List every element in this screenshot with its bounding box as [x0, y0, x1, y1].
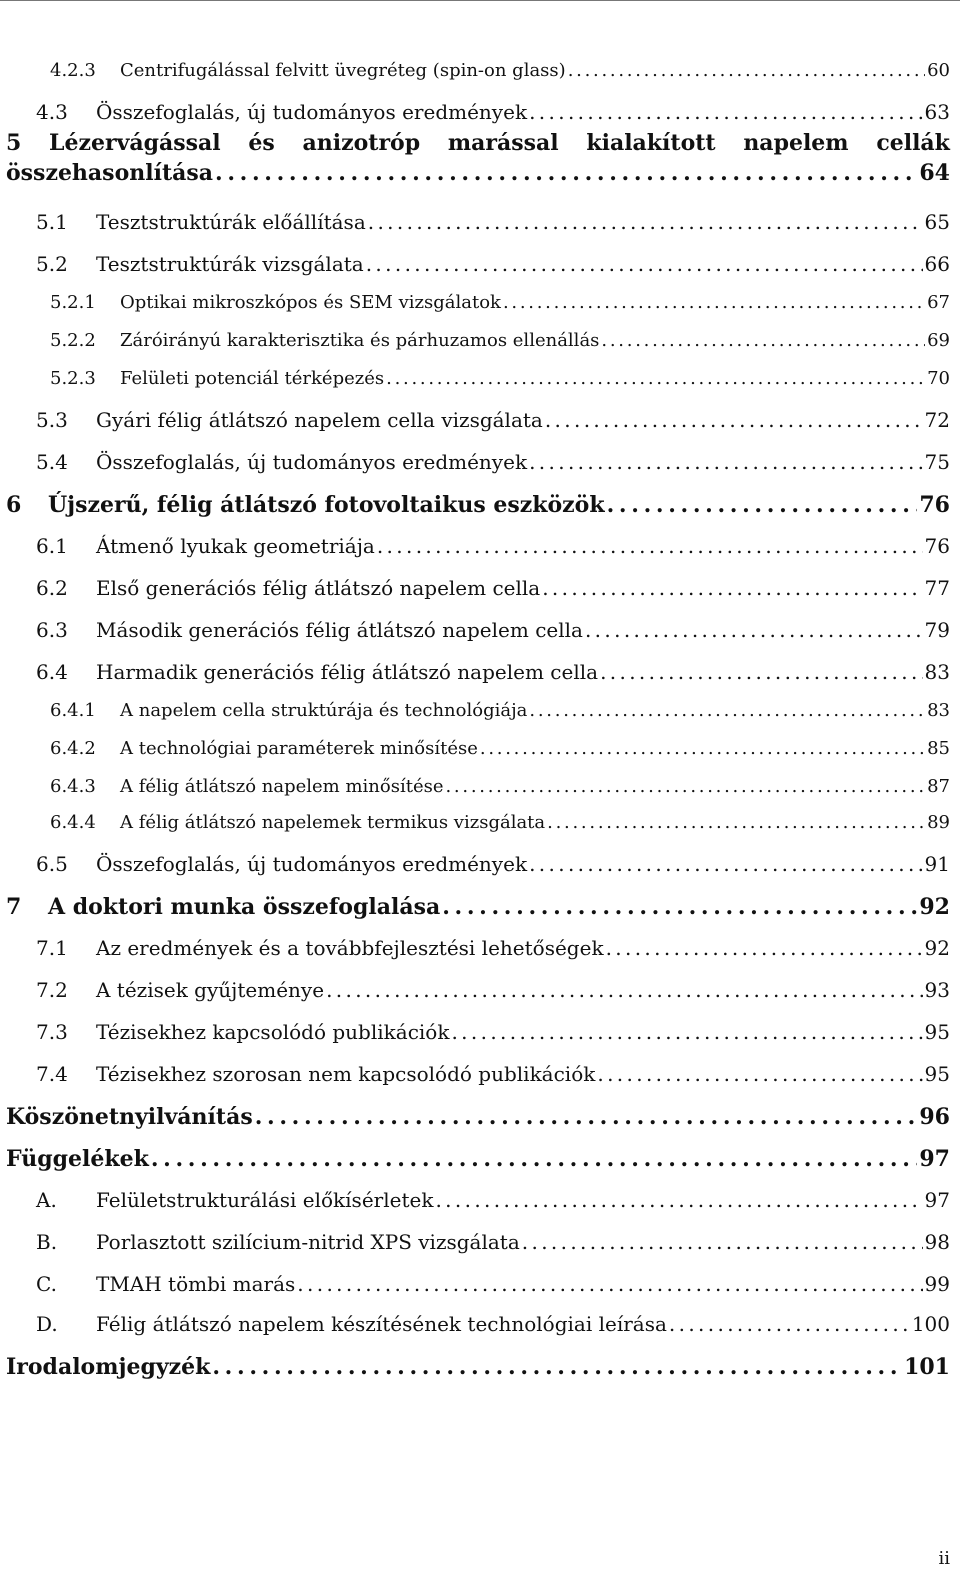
toc-entry-page: 92 [924, 936, 950, 960]
toc-entry-number: B. [36, 1230, 58, 1254]
dot-leader [368, 210, 923, 234]
toc-entry[interactable] [0, 210, 950, 234]
toc-entry-page: 95 [924, 1020, 950, 1044]
toc-entry-page: 89 [927, 812, 950, 833]
toc-entry-number: 4.2.3 [50, 60, 96, 81]
toc-entry-title-word: cellák [876, 130, 950, 156]
toc-entry-title: A félig átlátszó napelemek termikus vizsgálata [120, 812, 546, 833]
toc-entry-title: Tesztstruktúrák vizsgálata [96, 252, 364, 276]
toc-entry-title: Átmenő lyukak geometriája [96, 534, 375, 558]
toc-entry-number: 5.3 [36, 408, 68, 432]
toc-entry-number: 7.3 [36, 1020, 68, 1044]
toc-entry-title-word: és [248, 130, 275, 156]
toc-entry-page: 98 [924, 1230, 950, 1254]
toc-entry-page: 92 [919, 894, 950, 920]
dot-leader [480, 738, 925, 759]
toc-entry-title: Függelékek [6, 1146, 149, 1172]
toc-entry-title: Optikai mikroszkópos és SEM vizsgálatok [120, 292, 501, 313]
dot-leader [386, 368, 925, 389]
toc-entry-title-word: napelem [743, 130, 849, 156]
toc-entry-page: 72 [924, 408, 950, 432]
toc-entry[interactable] [0, 978, 950, 1002]
toc-entry-number: 6.4.2 [50, 738, 96, 759]
toc-entry-page: 79 [924, 618, 950, 642]
toc-entry[interactable] [0, 292, 950, 313]
toc-entry-number: 6.4 [36, 660, 68, 684]
toc-entry-title: Harmadik generációs félig átlátszó napelem cella [96, 660, 599, 684]
toc-entry-number: 5.2.1 [50, 292, 96, 313]
toc-entry-page: 75 [924, 450, 950, 474]
toc-entry-number: 6.5 [36, 852, 68, 876]
toc-entry-number: 6 [6, 492, 22, 518]
toc-entry-page: 85 [927, 738, 950, 759]
toc-entry[interactable] [0, 1020, 950, 1044]
dot-leader [451, 1020, 922, 1044]
page-top-border [0, 0, 960, 3]
toc-entry-page: 97 [919, 1146, 950, 1172]
toc-entry[interactable] [0, 776, 950, 797]
toc-entry[interactable] [0, 576, 950, 600]
toc-entry-title: Irodalomjegyzék [6, 1354, 211, 1380]
toc-entry-page: 87 [927, 776, 950, 797]
toc-entry[interactable] [0, 252, 950, 276]
toc-entry[interactable] [0, 852, 950, 876]
dot-leader [522, 1230, 923, 1254]
toc-entry[interactable] [0, 1272, 950, 1296]
toc-entry-title: Porlasztott szilícium-nitrid XPS vizsgálata [96, 1230, 520, 1254]
toc-entry[interactable] [0, 1230, 950, 1254]
dot-leader [606, 936, 923, 960]
toc-entry-number: 7.2 [36, 978, 68, 1002]
dot-leader [600, 660, 922, 684]
dot-leader [585, 618, 923, 642]
dot-leader [435, 1188, 922, 1212]
dot-leader [212, 1354, 902, 1380]
toc-entry-number: 4.3 [36, 100, 68, 124]
toc-entry-number: D. [36, 1312, 58, 1336]
toc-entry-number: 5 [6, 130, 22, 156]
toc-entry-page: 95 [924, 1062, 950, 1086]
toc-entry-title: Összefoglalás, új tudományos eredmények [96, 100, 528, 124]
toc-entry-number: 5.2 [36, 252, 68, 276]
toc-entry-title: Összefoglalás, új tudományos eredmények [96, 852, 528, 876]
toc-entry-page: 60 [927, 60, 950, 81]
toc-entry-title-word: kialakított [586, 130, 716, 156]
toc-entry-title: A félig átlátszó napelem minősítése [120, 776, 444, 797]
dot-leader [503, 292, 925, 313]
toc-entry[interactable] [0, 534, 950, 558]
toc-entry[interactable] [0, 100, 950, 124]
dot-leader [601, 330, 925, 351]
dot-leader [215, 160, 917, 186]
toc-entry-page: 66 [924, 252, 950, 276]
toc-entry[interactable] [0, 330, 950, 351]
dot-leader [542, 576, 922, 600]
toc-entry[interactable] [0, 1354, 950, 1380]
toc-entry-title: A technológiai paraméterek minősítése [120, 738, 478, 759]
toc-entry-number: 7 [6, 894, 22, 920]
dot-leader [255, 1104, 918, 1130]
toc-entry-number: C. [36, 1272, 57, 1296]
toc-entry-title: Újszerű, félig átlátszó fotovoltaikus eszközök [48, 492, 605, 518]
dot-leader [545, 408, 923, 432]
toc-entry-page: 69 [927, 330, 950, 351]
toc-entry-page: 67 [927, 292, 950, 313]
toc-entry-title-word: Lézervágással [49, 130, 221, 156]
toc-entry-page: 83 [924, 660, 950, 684]
toc-entry-title-word: marással [447, 130, 559, 156]
toc-entry-number: 5.2.2 [50, 330, 96, 351]
toc-entry-page: 93 [924, 978, 950, 1002]
toc-entry-title: Tézisekhez szorosan nem kapcsolódó publikációk [96, 1062, 596, 1086]
toc-entry-number: 6.4.4 [50, 812, 96, 833]
toc-entry[interactable] [0, 60, 950, 81]
toc-entry-title: Tézisekhez kapcsolódó publikációk [96, 1020, 450, 1044]
toc-entry-title: Az eredmények és a továbbfejlesztési lehetőségek [96, 936, 604, 960]
toc-entry-title: A napelem cella struktúrája és technológiája [120, 700, 528, 721]
toc-entry-page: 96 [919, 1104, 950, 1130]
toc-entry[interactable] [0, 1062, 950, 1086]
toc-entry-title: TMAH tömbi marás [96, 1272, 296, 1296]
toc-entry-title: összehasonlítása [6, 160, 214, 186]
toc-entry-line-2 [6, 160, 950, 186]
toc-entry-page: 64 [919, 160, 950, 186]
toc-entry-number: 6.4.3 [50, 776, 96, 797]
toc-entry[interactable] [0, 812, 950, 833]
dot-leader [445, 776, 925, 797]
toc-entry[interactable] [0, 450, 950, 474]
toc-entry-title: Második generációs félig átlátszó napelem cella [96, 618, 583, 642]
toc-entry-title: Gyári félig átlátszó napelem cella vizsgálata [96, 408, 543, 432]
toc-entry[interactable] [0, 1188, 950, 1212]
dot-leader [377, 534, 923, 558]
toc-entry-page: 77 [924, 576, 950, 600]
dot-leader [568, 60, 925, 81]
dot-leader [326, 978, 922, 1002]
dot-leader [442, 894, 917, 920]
toc-entry[interactable] [0, 618, 950, 642]
toc-entry-title: A doktori munka összefoglalása [48, 894, 441, 920]
toc-entry-page: 76 [924, 534, 950, 558]
dot-leader [547, 812, 925, 833]
toc-entry-number: 5.4 [36, 450, 68, 474]
toc-entry[interactable] [0, 936, 950, 960]
toc-entry-title: Záróirányú karakterisztika és párhuzamos ellenállás [120, 330, 600, 351]
toc-entry-title: Centrifugálással felvitt üvegréteg (spin-on glass) [120, 60, 566, 81]
dot-leader [529, 450, 922, 474]
toc-entry-number: 7.1 [36, 936, 68, 960]
toc-entry-title: Első generációs félig átlátszó napelem cella [96, 576, 541, 600]
dot-leader [597, 1062, 922, 1086]
toc-entry-number: 6.4.1 [50, 700, 96, 721]
dot-leader [669, 1312, 910, 1336]
toc-entry-page: 65 [924, 210, 950, 234]
dot-leader [151, 1146, 918, 1172]
dot-leader [529, 852, 922, 876]
dot-leader [529, 100, 922, 124]
toc-entry-page: 101 [904, 1354, 950, 1380]
toc-entry-number: A. [36, 1188, 57, 1212]
toc-entry-title: Tesztstruktúrák előállítása [96, 210, 366, 234]
toc-entry-page: 83 [927, 700, 950, 721]
toc-entry-page: 76 [919, 492, 950, 518]
toc-entry-page: 70 [927, 368, 950, 389]
toc-entry[interactable] [0, 1312, 950, 1336]
toc-entry-page: 99 [924, 1272, 950, 1296]
toc-entry-number: 7.4 [36, 1062, 68, 1086]
toc-entry-title: Felületi potenciál térképezés [120, 368, 385, 389]
toc-entry-title: Összefoglalás, új tudományos eredmények [96, 450, 528, 474]
toc-entry-page: 100 [911, 1312, 950, 1336]
toc-entry[interactable] [0, 408, 950, 432]
toc-entry[interactable] [0, 368, 950, 389]
toc-entry-page: 63 [924, 100, 950, 124]
page-number: ii [938, 1548, 950, 1569]
toc-entry-number: 6.1 [36, 534, 68, 558]
toc-entry-title: Köszönetnyilvánítás [6, 1104, 253, 1130]
toc-entry-page: 97 [924, 1188, 950, 1212]
toc-entry[interactable] [0, 738, 950, 759]
toc-entry[interactable] [0, 660, 950, 684]
toc-entry[interactable] [0, 1104, 950, 1130]
dot-leader [366, 252, 923, 276]
dot-leader [529, 700, 925, 721]
toc-entry-wrapped[interactable] [6, 130, 950, 186]
toc-entry[interactable] [0, 700, 950, 721]
toc-entry-number: 6.2 [36, 576, 68, 600]
toc-entry-title: Félig átlátszó napelem készítésének technológiai leírása [96, 1312, 667, 1336]
toc-entry[interactable] [0, 1146, 950, 1172]
toc-entry[interactable] [0, 492, 950, 518]
toc-entry-page: 91 [924, 852, 950, 876]
toc-entry-line-1 [6, 130, 950, 156]
toc-entry-number: 6.3 [36, 618, 68, 642]
toc-entry[interactable] [0, 894, 950, 920]
toc-entry-title-word: anizotróp [302, 130, 421, 156]
toc-entry-title: Felületstrukturálási előkísérletek [96, 1188, 434, 1212]
dot-leader [297, 1272, 922, 1296]
dot-leader [607, 492, 918, 518]
toc-entry-number: 5.2.3 [50, 368, 96, 389]
toc-entry-title: A tézisek gyűjteménye [96, 978, 325, 1002]
toc-entry-number: 5.1 [36, 210, 68, 234]
